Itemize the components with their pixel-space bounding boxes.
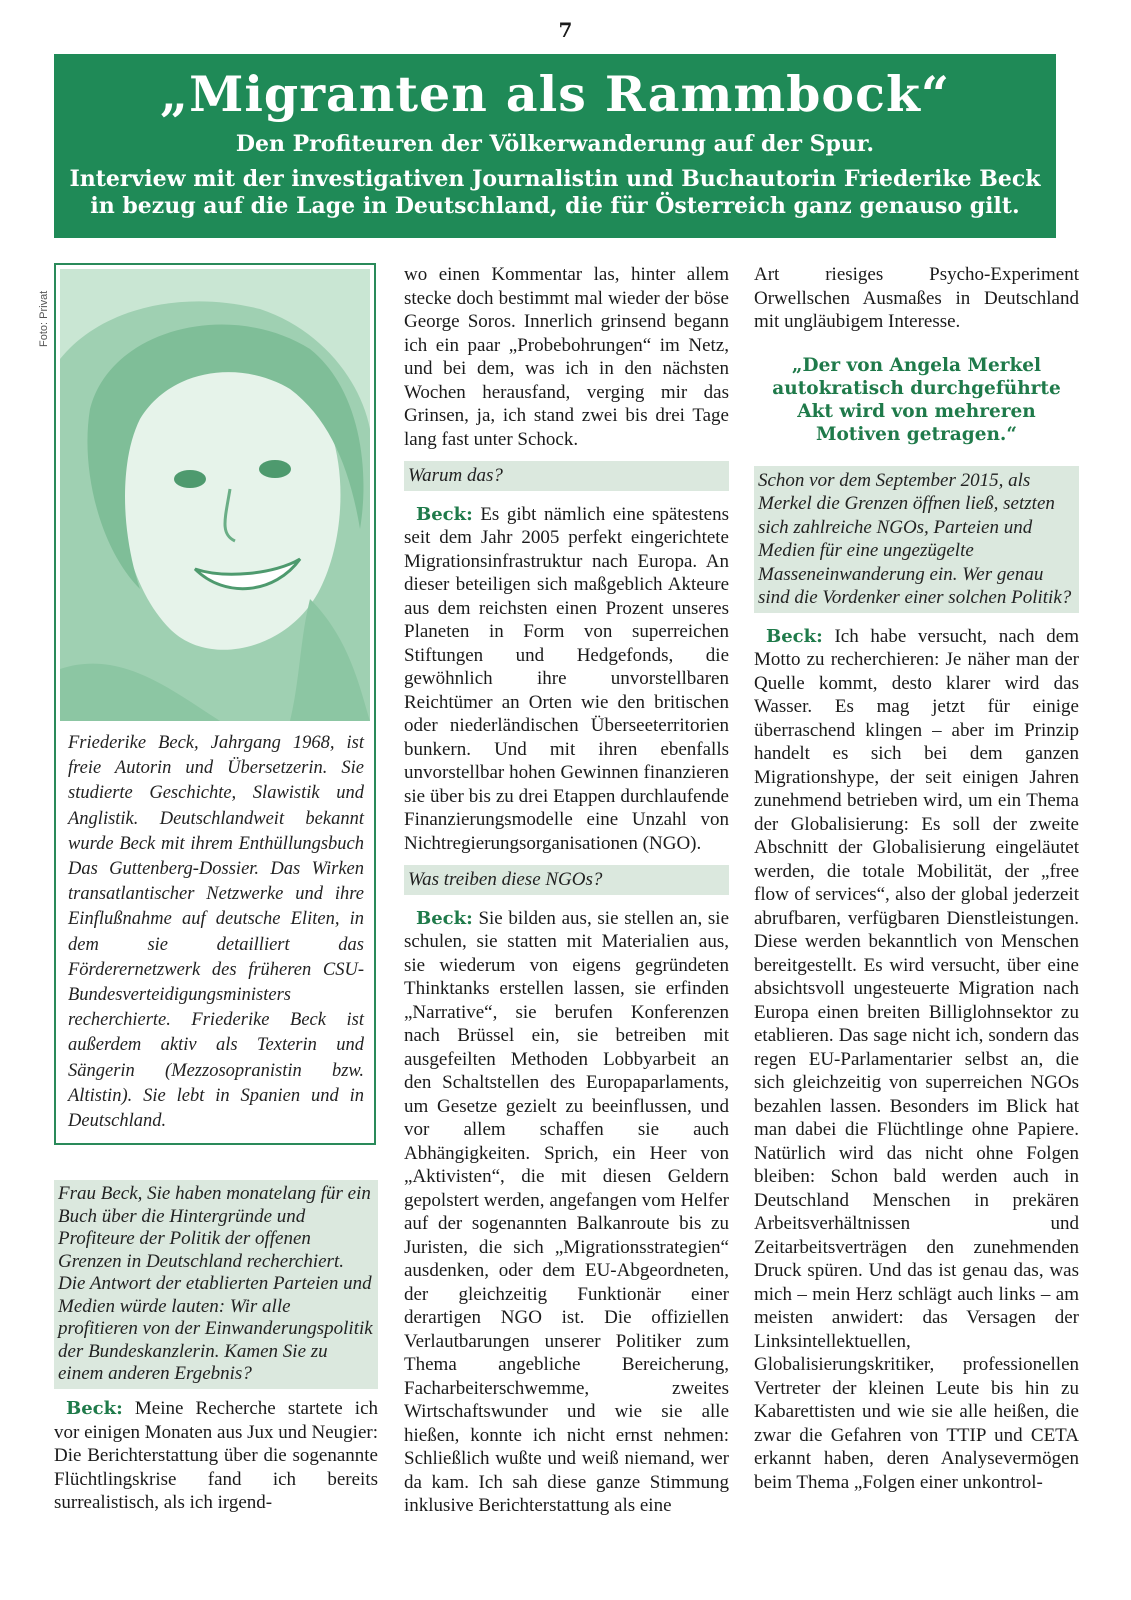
question-1-text: Frau Beck, Sie haben monatelang für ein Buch über die Hintergründe und Profiteure der Politik der offenen Grenzen in Deutschland recherchiert. Die Antwort der etablierten Parteien und Medien würde lauten: Wir alle profitieren von der Einwanderungspolitik der Bundeskanzlerin. Kamen Sie zu einem anderen Ergebnis? [54, 1180, 378, 1389]
column-3 [754, 263, 1079, 1494]
answer-2-text: Es gibt nämlich eine spätestens seit dem Jahr 2005 perfekt eingerichtete Migrationsinfrastruktur nach Europa. An dieser beteiligen sich maßgeblich Akteure aus dem reichsten einen Prozent unseres Planeten in Form von superreichen Stiftungen und Hedgefonds, die gewöhnlich ihre unvorstellbaren Reichtümer an Orten wie den britischen oder niederländischen Überseeterritorien bunkern. Und mit ihren ebenfalls unvorstellbar hohen Gewinnen finanzieren sie über bis zu drei Etappen durchlaufende Finanzierungsmodelle eine Unzahl von Nichtregierungsorganisationen (NGO). [404, 503, 729, 854]
article-intro [54, 166, 1056, 220]
answer-3-speaker: Beck: [416, 907, 473, 929]
article-subtitle: Den Profiteuren der Völkerwanderung auf der Spur. [235, 131, 875, 157]
column-2-continuation: wo einen Kommentar las, hinter allem stecke doch bestimmt mal wieder der böse George Soros. Innerlich grinsend begann ich ein paar „Probebohrungen“ im Netz, und bei dem, was ich in den nächsten Wochen herausfand, verging mir das Grinsen, ja, ich stand zwei bis drei Tage lang fast unter Schock. [404, 264, 729, 450]
photo-credit: Foto: Privat [38, 290, 50, 347]
column-3-continuation: Art riesiges Psycho-Experiment Orwellschen Ausmaßes in Deutschland mit ungläubigem Interesse. [754, 264, 1079, 332]
article-title: „Migranten als Rammbock“ [159, 65, 951, 123]
article-intro-line-1: Interview mit der investigativen Journalistin und Buchautorin Friederike Beck [69, 166, 1041, 192]
author-caption: Friederike Beck, Jahrgang 1968, ist freie Autorin und Übersetzerin. Sie studierte Geschichte, Slawistik und Anglistik. Deutschlandweit bekannt wurde Beck mit ihrem Enthüllungsbuch Das Guttenberg-Dossier. Das Wirken transatlantischer Netzwerke und ihre Einflußnahme auf deutsche Eliten, in dem sie detailliert das Förderernetzwerk des früheren CSU-Bundesverteidigungsministers recherchierte. Friederike Beck ist außerdem aktiv als Texterin und Sängerin (Mezzosopranistin bzw. Altistin). Sie lebt in Spanien und in Deutschland. [68, 733, 364, 1132]
answer-4-speaker: Beck: [766, 625, 823, 647]
answer-2-speaker: Beck: [416, 503, 473, 525]
question-4: Schon vor dem September 2015, als Merkel die Grenzen öffnen ließ, setzten sich zahlreiche NGOs, Parteien und Medien für eine ungezügelte Masseneinwanderung ein. Wer genau sind die Vordenker einer solchen Politik? [754, 466, 1079, 613]
page-number: 7 [558, 18, 573, 42]
question-1 [54, 1180, 378, 1401]
pull-quote: „Der von Angela Merkel autokratisch durchgeführte Akt wird von mehreren Motiven getragen.“ [772, 354, 1061, 445]
answer-1-text: Meine Recherche startete ich vor einigen Monaten aus Jux und Neugier: Die Berichterstattung über die sogenannte Flüchtlingskrise fand ich bereits surrealistisch, als ich irgend- [54, 1398, 378, 1513]
article-intro-line-2: in bezug auf die Lage in Deutschland, die für Österreich ganz genauso gilt. [90, 193, 1020, 219]
question-2: Warum das? [404, 461, 729, 491]
author-profile-box [54, 263, 376, 1145]
answer-1 [54, 1397, 378, 1515]
portrait-illustration [60, 269, 370, 721]
answer-1-speaker: Beck: [66, 1398, 123, 1419]
answer-3-text: Sie bilden aus, sie stellen an, sie schulen, sie statten mit Materialien aus, sie wiederum von eigens gegründeten Thinktanks erstellen lassen, sie erfinden „Narrative“, sie berufen Konferenzen nach Brüssel ein, sie betreiben mit ausgefeilten Methoden Lobbyarbeit an den Schaltstellen des Europaparlaments, um Gesetze gezielt zu beeinflussen, und vor allem schaffen sie auch Abhängigkeiten. Sprich, ein Heer von „Aktivisten“, die mit diesen Geldern gepolstert werden, angefangen vom Helfer auf der sogenannten Balkanroute bis zu Juristen, die sich „Migrationsstrategien“ ausdenken, oder dem EU-Abgeordneten, der gleichzeitig Funktionär einer derartigen NGO ist. Die offiziellen Verlautbarungen unserer Politiker zum Thema angebliche Bereicherung, Facharbeiterschwemme, zweites Wirtschaftswunder und wie sie alle hießen, konnte ich nicht ernst nehmen: Schließlich wußte und weiß niemand, wer da kam. Ich sah diese ganze Stimmung inklusive Berichterstattung als eine [404, 907, 729, 1516]
column-2 [404, 263, 729, 1518]
article-header [54, 54, 1056, 238]
answer-4-text: Ich habe versucht, nach dem Motto zu recherchieren: Je näher man der Quelle kommt, desto klarer wird das Wasser. Es mag jetzt für einige überraschend klingen – aber im Prinzip handelt es sich bei dem ganzen Migrationshype, der seit einigen Jahren zunehmend betrieben wird, um ein Thema der Globalisierung: Es soll der zweite Abschnitt der Globalisierung eingeläutet werden, die totale Mobilität, der „free flow of services“, also der global jederzeit abrufbaren, verfügbaren Dienstleistungen. Diese werden bekanntlich von Menschen bereitgestellt. Es wird versucht, über eine absichtsvoll ungesteuerte Migration nach Europa einen breiten Billiglohnsektor zu etablieren. Das sage nicht ich, sondern das regen EU-Parlamentarier selbst an, die sich gleichzeitig von superreichen NGOs bezahlen lassen. Besonders im Blick hat man dabei die Flüchtlinge ohne Papiere. Natürlich wird das nicht ohne Folgen bleiben: Schon bald werden auch in Deutschland Menschen in prekären Arbeitsverhältnissen und Zeitarbeitsverträgen den zunehmenden Druck spüren. Und das ist genau das, was mich – mein Herz schlägt auch links – am meisten anwidert: das Versagen der Linksintellektuellen, Globalisierungskritiker, professionellen Vertreter der kleinen Leute bis hin zu Kabarettisten und wie sie alle heißen, die zwar die Gefahren von TTIP und CETA erkannt haben, deren Analysevermögen beim Thema „Folgen einer unkontrol- [754, 625, 1079, 1493]
question-3: Was treiben diese NGOs? [404, 865, 729, 895]
author-portrait [60, 269, 370, 721]
